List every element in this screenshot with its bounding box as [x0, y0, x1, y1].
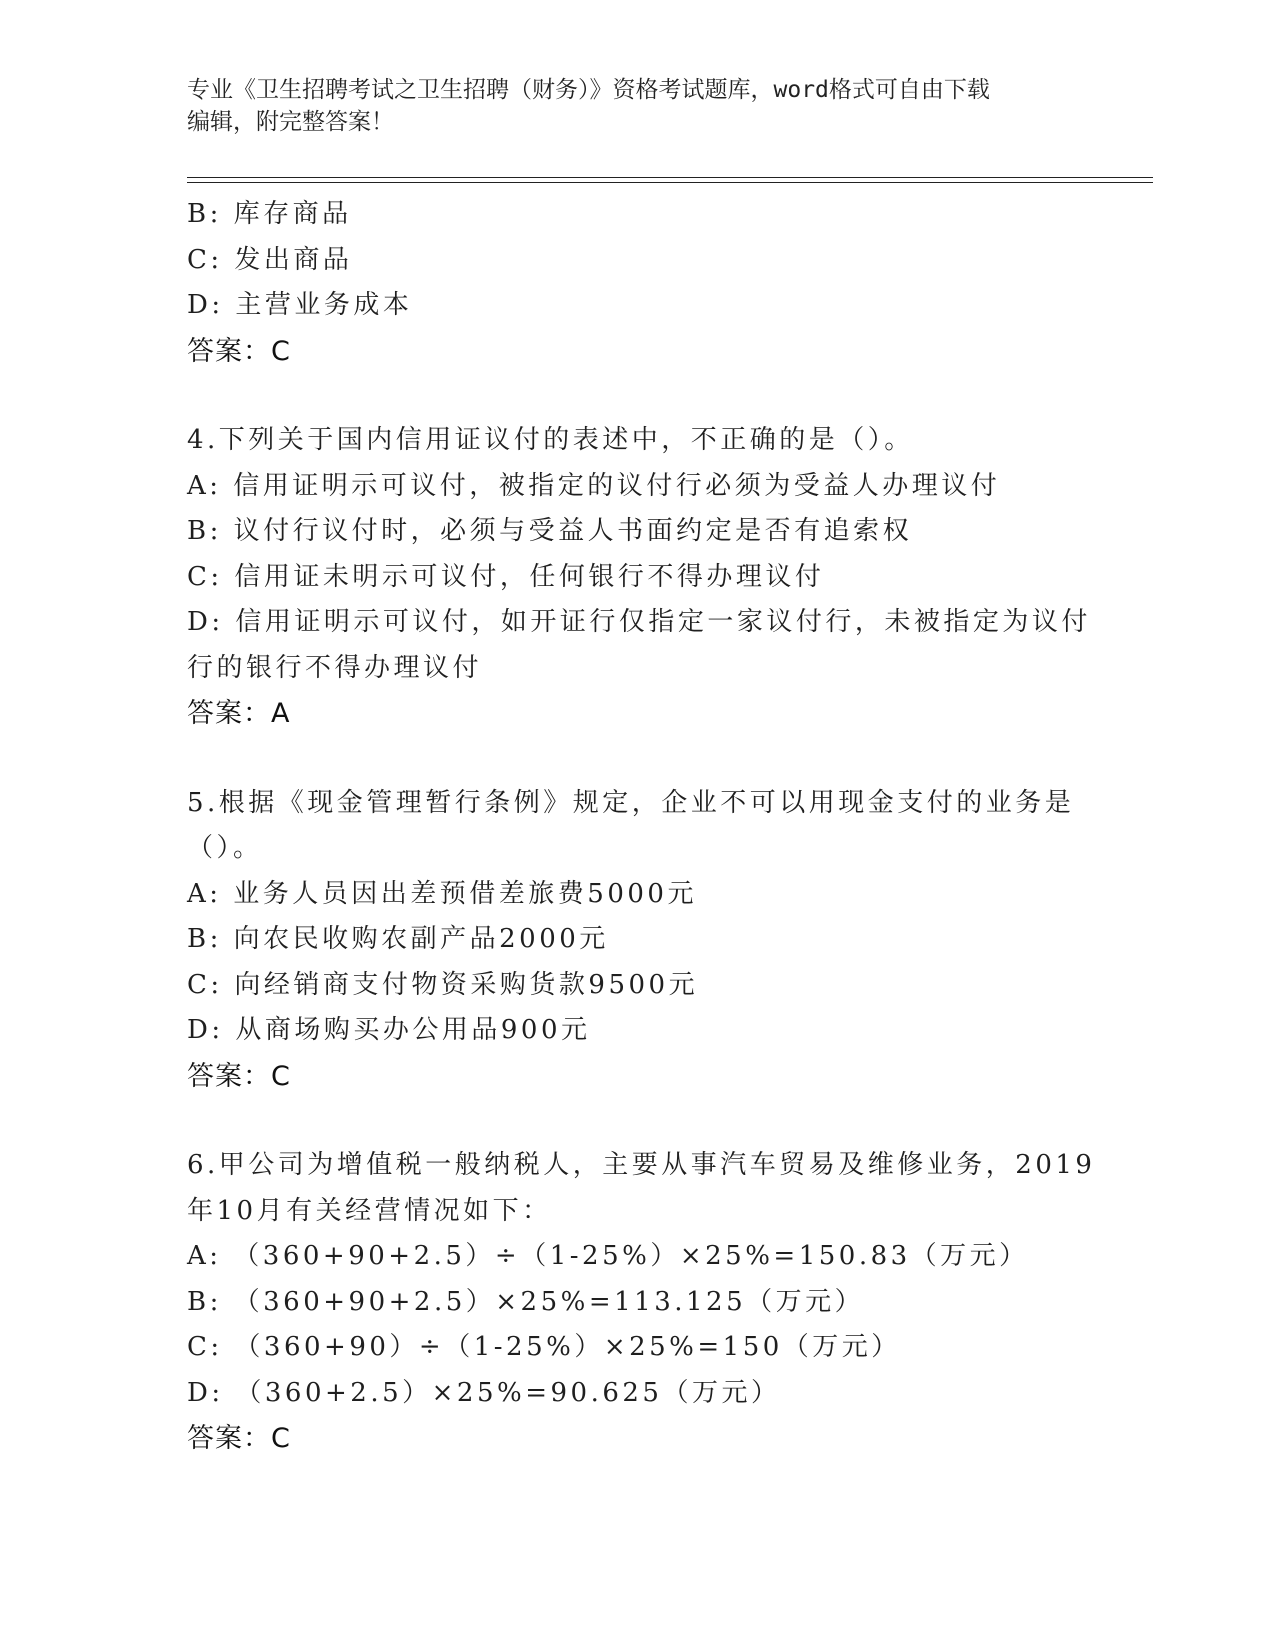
option-b: B: 库存商品: [187, 199, 352, 229]
header-line-2: 编辑，附完整答案！: [187, 109, 394, 135]
option-d-continued: 行的银行不得办理议付: [187, 652, 483, 683]
spacer: [187, 737, 1087, 781]
option-a: A: 信用证明示可议付，被指定的议付行必须为受益人办理议付: [187, 470, 1001, 501]
spacer: [187, 374, 1087, 418]
option-c: C: 信用证未明示可议付，任何银行不得办理议付: [187, 561, 825, 592]
option-d: D: 信用证明示可议付，如开证行仅指定一家议付行，未被指定为议付: [187, 607, 1091, 637]
option-b: B: （360+90+2.5）×25%=113.125（万元）: [187, 1286, 865, 1317]
header-line-1: 专业《卫生招聘考试之卫生招聘（财务）》资格考试题库，word格式可自由下载: [187, 77, 990, 103]
spacer: [187, 1099, 1087, 1143]
option-c: C: 发出商品: [187, 244, 353, 275]
question-stem-continued: （）。: [187, 833, 263, 863]
question-stem: 4.下列关于国内信用证议付的表述中，不正确的是（）。: [187, 425, 914, 455]
option-a: A: 业务人员因出差预借差旅费5000元: [187, 878, 697, 909]
question-4: [187, 418, 1091, 737]
option-c: C: （360+90）÷（1-25%）×25%=150（万元）: [187, 1332, 901, 1362]
question-3: [187, 192, 1087, 374]
option-d: D: 从商场购买办公用品900元: [187, 1015, 591, 1045]
option-d: D: 主营业务成本: [187, 290, 413, 320]
option-a: A: （360+90+2.5）÷（1-25%）×25%=150.83（万元）: [187, 1241, 1029, 1271]
option-b: B: 向农民收购农副产品2000元: [187, 924, 609, 954]
answer-line: 答案：A: [187, 698, 291, 729]
option-c: C: 向经销商支付物资采购货款9500元: [187, 969, 699, 1000]
answer-line: 答案：C: [187, 1423, 291, 1454]
answer-line: 答案：C: [187, 1060, 291, 1092]
question-stem: 6.甲公司为增值税一般纳税人，主要从事汽车贸易及维修业务，2019: [187, 1150, 1096, 1180]
question-5: [187, 781, 1087, 1100]
question-stem-continued: 年10月有关经营情况如下：: [187, 1195, 552, 1226]
document-header: [187, 74, 1087, 138]
answer-line: 答案：C: [187, 335, 291, 367]
question-6: [187, 1143, 1096, 1462]
option-d: D: （360+2.5）×25%=90.625（万元）: [187, 1377, 781, 1408]
header-rule-bottom: [187, 182, 1153, 183]
option-b: B: 议付行议付时，必须与受益人书面约定是否有追索权: [187, 516, 913, 546]
question-stem: 5.根据《现金管理暂行条例》规定，企业不可以用现金支付的业务是: [187, 787, 1075, 818]
question-list: [187, 192, 1096, 1462]
header-rule-top: [187, 177, 1153, 178]
